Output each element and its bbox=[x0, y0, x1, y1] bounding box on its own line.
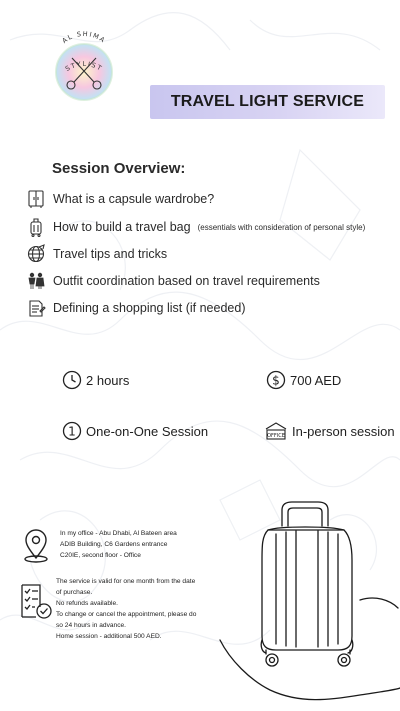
terms-line: No refunds available. bbox=[56, 600, 118, 607]
terms-line: To change or cancel the appointment, please do bbox=[56, 611, 197, 618]
terms-info bbox=[56, 576, 196, 642]
location-line: ADIB Building, C6 Gardens entrance bbox=[60, 541, 168, 548]
shopping-list-icon bbox=[26, 298, 46, 318]
location-pin-icon bbox=[18, 528, 54, 569]
overview-heading: Session Overview: bbox=[52, 160, 186, 177]
globe-icon bbox=[26, 244, 46, 264]
logo-top-text: AL SHIMA bbox=[60, 29, 108, 45]
dollar-icon bbox=[266, 370, 286, 390]
location-line: C20IE, second floor - Office bbox=[60, 552, 141, 559]
logo-bottom-text: STYLIST bbox=[63, 59, 105, 73]
overview-item-label: What is a capsule wardrobe? bbox=[53, 192, 215, 206]
terms-line: so 24 hours in advance. bbox=[56, 622, 127, 629]
location-info bbox=[60, 528, 177, 561]
overview-item-shopping bbox=[26, 297, 245, 319]
overview-item-label: Travel tips and tricks bbox=[53, 247, 168, 261]
overview-item-travel-bag bbox=[26, 216, 365, 238]
location-type-text: In-person session bbox=[292, 423, 395, 439]
overview-item-label: Defining a shopping list (if needed) bbox=[53, 301, 246, 315]
overview-item-label: How to build a travel bag bbox=[53, 220, 191, 234]
price-text: 700 AED bbox=[290, 372, 342, 388]
number-one-icon bbox=[62, 421, 82, 441]
clock-icon bbox=[62, 370, 82, 390]
duration-text: 2 hours bbox=[86, 372, 130, 388]
overview-item-tips bbox=[26, 243, 167, 265]
overview-item-outfit bbox=[26, 270, 320, 292]
location-line: In my office - Abu Dhabi, Al Bateen area bbox=[60, 530, 177, 537]
office-icon bbox=[264, 421, 288, 441]
session-type bbox=[62, 421, 208, 441]
number-one-symbol: 1 bbox=[68, 424, 76, 439]
duration bbox=[62, 370, 129, 390]
dollar-symbol: $ bbox=[272, 373, 280, 388]
office-sign-text: OFFICE bbox=[267, 433, 285, 439]
title-banner bbox=[150, 85, 385, 119]
overview-item-note: (essentials with consideration of personal style) bbox=[197, 222, 366, 232]
checklist-icon bbox=[18, 583, 54, 624]
page-title: TRAVEL LIGHT SERVICE bbox=[170, 93, 365, 110]
suitcase-illustration bbox=[210, 490, 400, 711]
wardrobe-icon bbox=[26, 189, 46, 209]
outfit-icon bbox=[26, 271, 46, 291]
luggage-icon bbox=[26, 217, 46, 237]
terms-line: Home session - additional 500 AED. bbox=[56, 633, 162, 640]
terms-line: The service is valid for one month from the date bbox=[56, 578, 196, 585]
terms-line: of purchase. bbox=[56, 589, 93, 596]
brand-logo bbox=[44, 14, 124, 124]
overview-item-capsule bbox=[26, 188, 214, 210]
svg-text:AL SHIMA bbox=[61, 30, 108, 45]
session-type-text: One-on-One Session bbox=[86, 423, 209, 439]
price bbox=[266, 370, 341, 390]
overview-item-label: Outfit coordination based on travel requirements bbox=[53, 274, 320, 288]
location-type bbox=[264, 421, 395, 441]
